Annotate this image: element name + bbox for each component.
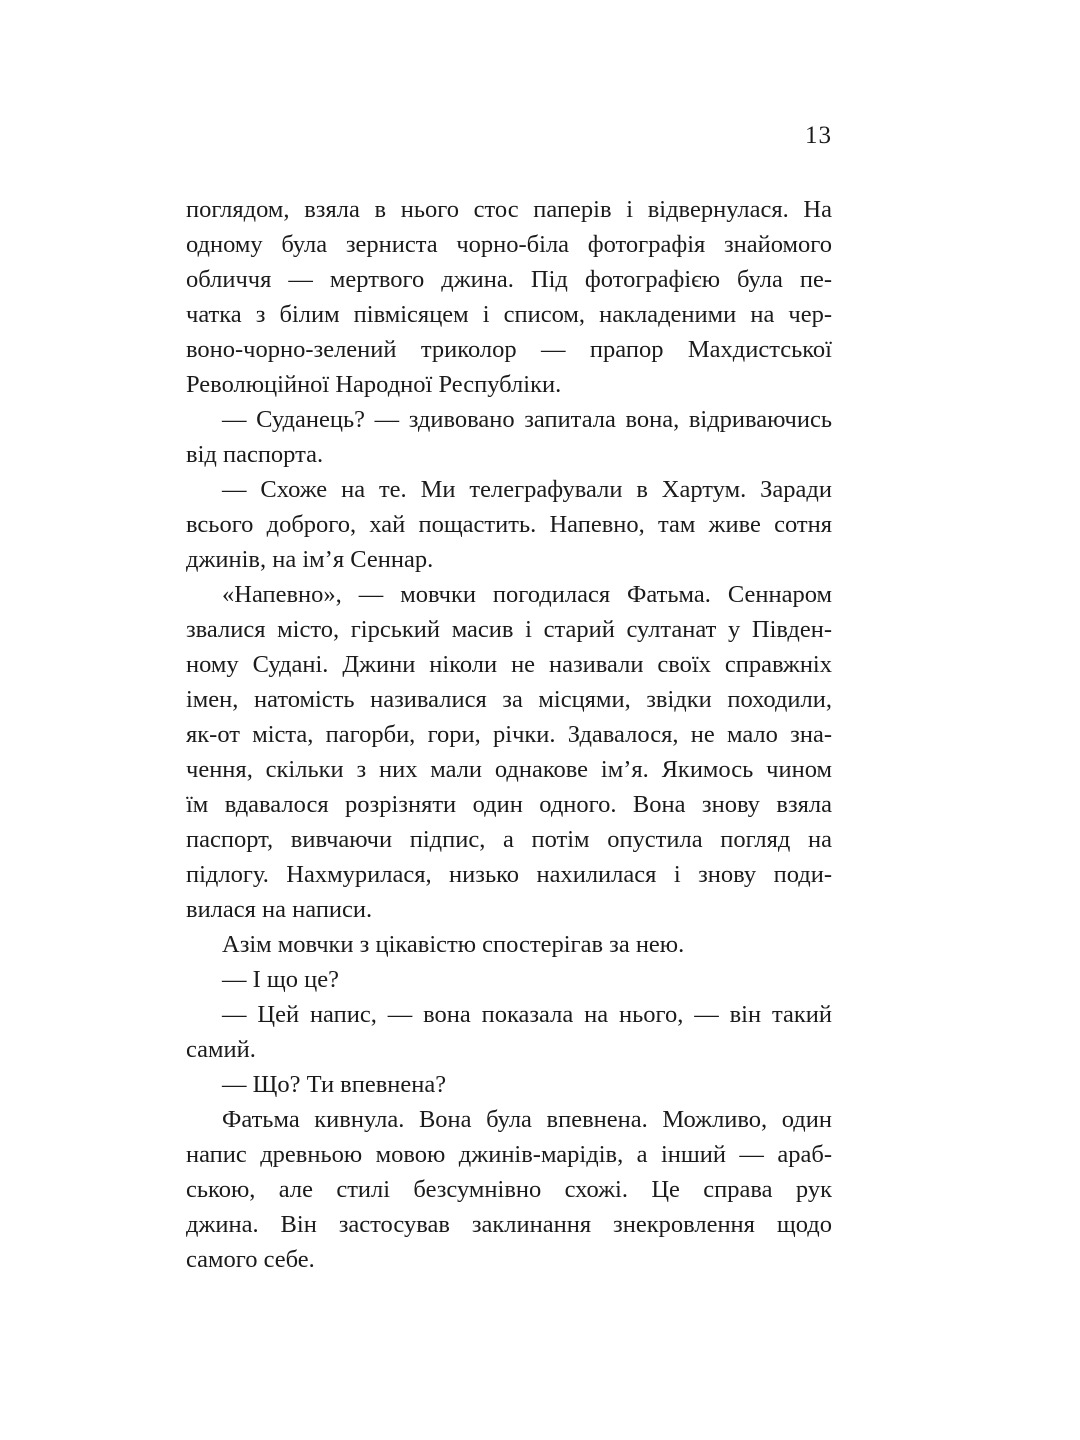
text-line: обличчя — мертвого джина. Під фотографією була пе- — [186, 266, 832, 293]
text-line: — Схоже на те. Ми телеграфували в Хартум. Заради — [222, 476, 832, 503]
text-line: від паспорта. — [186, 441, 324, 468]
text-line: Азім мовчки з цікавістю спостерігав за нею. — [222, 931, 685, 958]
text-line: поглядом, взяла в нього стос паперів і відвернулася. На — [186, 196, 832, 223]
text-line: як-от міста, пагорби, гори, річки. Здавалося, не мало зна- — [186, 721, 832, 748]
paragraph — [186, 1102, 832, 1277]
paragraph — [186, 927, 832, 962]
text-line: джинів, на ім’я Сеннар. — [186, 546, 434, 573]
text-line: джина. Він застосував заклинання знекровлення щодо — [186, 1211, 832, 1238]
text-line: — І що це? — [222, 966, 340, 993]
text-line: ному Судані. Джини ніколи не називали своїх справжніх — [186, 651, 832, 678]
paragraph — [186, 962, 832, 997]
page-number: 13 — [805, 122, 832, 149]
page-body — [186, 192, 832, 1277]
text-line: «Напевно», — мовчки погодилася Фатьма. Сеннаром — [222, 581, 832, 608]
text-line: вилася на написи. — [186, 896, 373, 923]
text-line: самого себе. — [186, 1246, 315, 1273]
text-line: — Що? Ти впевнена? — [222, 1071, 447, 1098]
text-line: — Суданець? — здивовано запитала вона, відриваючись — [222, 406, 832, 433]
text-line: всього доброго, хай пощастить. Напевно, там живе сотня — [186, 511, 832, 538]
text-line: самий. — [186, 1036, 256, 1063]
text-line: Фатьма кивнула. Вона була впевнена. Можливо, один — [222, 1106, 832, 1133]
text-line: чатка з білим півмісяцем і списом, накладеними на чер- — [186, 301, 832, 328]
paragraph — [186, 192, 832, 402]
paragraph — [186, 1067, 832, 1102]
text-line: Революційної Народної Республіки. — [186, 371, 562, 398]
text-line: — Цей напис, — вона показала на нього, — він такий — [222, 1001, 832, 1028]
text-line: звалися місто, гірський масив і старий султанат у Півден- — [186, 616, 832, 643]
text-line: одному була зерниста чорно-біла фотографія знайомого — [186, 231, 832, 258]
text-line: паспорт, вивчаючи підпис, а потім опустила погляд на — [186, 826, 832, 853]
text-line: підлогу. Нахмурилася, низько нахилилася і знову поди- — [186, 861, 832, 888]
text-line: імен, натомість називалися за місцями, звідки походили, — [186, 686, 832, 713]
text-line: їм вдавалося розрізняти один одного. Вона знову взяла — [186, 791, 832, 818]
paragraph — [186, 472, 832, 577]
text-line: воно-чорно-зелений триколор — прапор Махдистської — [186, 336, 832, 363]
text-line: чення, скільки з них мали однакове ім’я. Якимось чином — [186, 756, 832, 783]
paragraph — [186, 997, 832, 1067]
paragraph — [186, 402, 832, 472]
text-line: напис древньою мовою джинів-марідів, а інший — араб- — [186, 1141, 832, 1168]
paragraph — [186, 577, 832, 927]
text-line: ською, але стилі безсумнівно схожі. Це справа рук — [186, 1176, 832, 1203]
